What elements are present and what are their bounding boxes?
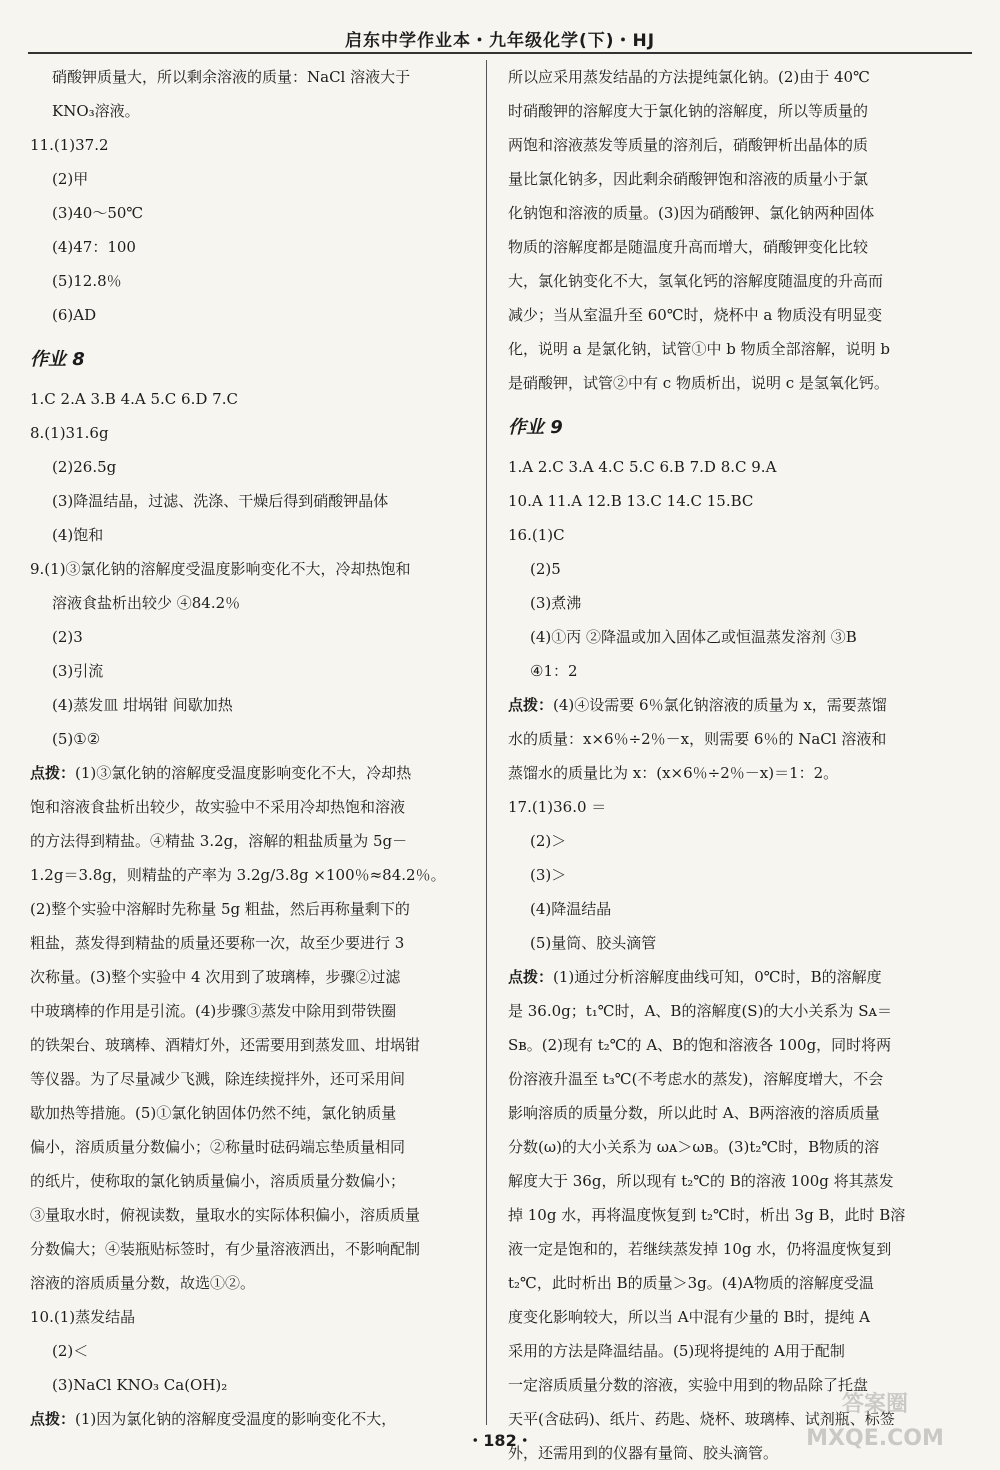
answer-line: 量比氯化钠多，因此剩余硝酸钾饱和溶液的质量小于氯 [508, 170, 869, 188]
answer-line: 度变化影响较大，所以当 A中混有少量的 B时，提纯 A [508, 1308, 870, 1326]
answer-line: 所以应采用蒸发结晶的方法提纯氯化钠。(2)由于 40℃ [508, 68, 870, 86]
answer-line: 化钠饱和溶液的质量。(3)因为硝酸钾、氯化钠两种固体 [508, 204, 875, 222]
answer-line: (3)NaCl KNO₃ Ca(OH)₂ [52, 1376, 228, 1394]
answer-line: (5)①② [52, 730, 101, 748]
answer-line: 等仪器。为了尽量减少飞溅，除连续搅拌外，还可采用间 [30, 1070, 406, 1088]
answer-line: (4)47：100 [52, 238, 136, 256]
answer-line: (3)＞ [530, 866, 567, 884]
answer-line: 偏小，溶质质量分数偏小；②称量时砝码端忘垫质量相同 [30, 1138, 406, 1156]
answer-line: 时硝酸钾的溶解度大于氯化钠的溶解度，所以等质量的 [508, 102, 869, 120]
answer-line: 11.(1)37.2 [30, 136, 109, 154]
book-title: 启东中学作业本・九年级化学(下)・HJ [344, 31, 656, 51]
answer-line: 一定溶质质量分数的溶液，实验中用到的物品除了托盘 [508, 1376, 869, 1394]
column-divider [486, 60, 487, 1425]
answer-line: ③量取水时，俯视读数，量取水的实际体积偏小，溶质质量 [30, 1206, 421, 1224]
answer-line: 10.(1)蒸发结晶 [30, 1308, 136, 1326]
answer-line: 物质的溶解度都是随温度升高而增大，硝酸钾变化比较 [508, 238, 869, 256]
answer-line: (2)＜ [52, 1342, 89, 1360]
answer-line: (5)12.8％ [52, 272, 122, 290]
hint-label: 点拨： [508, 968, 554, 986]
answer-line: 1.2g＝3.8g，则精盐的产率为 3.2g/3.8g ×100％≈84.2％。 [30, 866, 446, 884]
answer-line: (4)①丙 ②降温或加入固体乙或恒温蒸发溶剂 ③B [530, 628, 857, 646]
answer-line: 是 36.0g；t₁℃时，A、B的溶解度(S)的大小关系为 Sᴀ＝ [508, 1002, 892, 1020]
answer-line: 大，氯化钠变化不大，氢氧化钙的溶解度随温度的升高而 [508, 272, 884, 290]
answer-line: 蒸馏水的质量比为 x：(x×6％÷2％－x)＝1：2。 [508, 764, 839, 782]
answer-line: (2)＞ [530, 832, 567, 850]
answer-line: (2)甲 [52, 170, 89, 188]
hint-line: 点拨：(1)③氯化钠的溶解度受温度影响变化不大，冷却热 [30, 764, 412, 782]
answer-line: 影响溶质的质量分数，所以此时 A、B两溶液的溶质质量 [508, 1104, 880, 1122]
answer-line: 是硝酸钾，试管②中有 c 物质析出，说明 c 是氢氧化钙。 [508, 374, 889, 392]
answer-line: 的纸片，使称取的氯化钠质量偏小，溶质质量分数偏小； [30, 1172, 406, 1190]
answer-line: 液一定是饱和的，若继续蒸发掉 10g 水，仍将温度恢复到 [508, 1240, 892, 1258]
answer-line: 采用的方法是降温结晶。(5)现将提纯的 A用于配制 [508, 1342, 845, 1360]
answer-line: (3)40～50℃ [52, 204, 144, 222]
answer-line: (4)降温结晶 [530, 900, 612, 918]
answer-line: 1.C 2.A 3.B 4.A 5.C 6.D 7.C [30, 390, 238, 408]
answer-line: 8.(1)31.6g [30, 424, 109, 442]
section-heading: 作业 8 [30, 349, 85, 370]
hint-label: 点拨： [30, 1410, 76, 1428]
answer-line: 水的质量：x×6％÷2％－x，则需要 6％的 NaCl 溶液和 [508, 730, 887, 748]
answer-line: (5)量筒、胶头滴管 [530, 934, 657, 952]
answer-line: 份溶液升温至 t₃℃(不考虑水的蒸发)，溶解度增大，不会 [508, 1070, 884, 1088]
answer-line: 化，说明 a 是氯化钠，试管①中 b 物质全部溶解，说明 b [508, 340, 890, 358]
section-heading: 作业 9 [508, 417, 563, 438]
answer-line: 次称量。(3)整个实验中 4 次用到了玻璃棒，步骤②过滤 [30, 968, 401, 986]
answer-line: KNO₃溶液。 [52, 102, 140, 120]
answer-line: 9.(1)③氯化钠的溶解度受温度影响变化不大，冷却热饱和 [30, 560, 411, 578]
site-watermark: 答案圈 MXQE.COM [806, 1392, 944, 1451]
answer-line: ④1：2 [530, 662, 578, 680]
answer-line: 溶液的溶质质量分数，故选①②。 [30, 1274, 256, 1292]
answer-line: (2)整个实验中溶解时先称量 5g 粗盐，然后再称量剩下的 [30, 900, 410, 918]
page-header [0, 0, 1000, 58]
answer-line: 两饱和溶液蒸发等质量的溶剂后，硝酸钾析出晶体的质 [508, 136, 869, 154]
answer-line: Sʙ。(2)现有 t₂℃的 A、B的饱和溶液各 100g，同时将两 [508, 1036, 892, 1054]
answer-line: (6)AD [52, 306, 97, 324]
answer-line: 解度大于 36g，所以现有 t₂℃的 B的溶液 100g 将其蒸发 [508, 1172, 894, 1190]
answer-line: 掉 10g 水，再将温度恢复到 t₂℃时，析出 3g B，此时 B溶 [508, 1206, 906, 1224]
answer-line: 16.(1)C [508, 526, 565, 544]
answer-line: (2)5 [530, 560, 561, 578]
answer-line: 溶液食盐析出较少 ④84.2％ [52, 594, 241, 612]
answer-line: (3)煮沸 [530, 594, 582, 612]
hint-line: 点拨：(4)④设需要 6％氯化钠溶液的质量为 x，需要蒸馏 [508, 696, 887, 714]
answer-line: 1.A 2.C 3.A 4.C 5.C 6.B 7.D 8.C 9.A [508, 458, 777, 476]
answer-line: 天平(含砝码)、纸片、药匙、烧杯、玻璃棒、试剂瓶、标签 [508, 1410, 895, 1428]
answer-line: (4)饱和 [52, 526, 104, 544]
answer-line: 硝酸钾质量大，所以剩余溶液的质量：NaCl 溶液大于 [52, 68, 411, 86]
answer-line: (3)降温结晶，过滤、洗涤、干燥后得到硝酸钾晶体 [52, 492, 389, 510]
hint-label: 点拨： [30, 764, 76, 782]
answer-line: t₂℃，此时析出 B的质量＞3g。(4)A物质的溶解度受温 [508, 1274, 874, 1292]
answer-line: 中玻璃棒的作用是引流。(4)步骤③蒸发中除用到带铁圈 [30, 1002, 397, 1020]
answer-line: 粗盐，蒸发得到精盐的质量还要称一次，故至少要进行 3 [30, 934, 405, 952]
answer-line: 17.(1)36.0 ＝ [508, 798, 607, 816]
right-column [508, 60, 944, 1470]
answer-line: 分数(ω)的大小关系为 ωᴀ＞ωʙ。(3)t₂℃时，B物质的溶 [508, 1138, 880, 1156]
answer-line: 歇加热等措施。(5)①氯化钠固体仍然不纯，氯化钠质量 [30, 1104, 397, 1122]
hint-label: 点拨： [508, 696, 554, 714]
answer-line: (2)3 [52, 628, 83, 646]
answer-line: (3)引流 [52, 662, 104, 680]
answer-line: 10.A 11.A 12.B 13.C 14.C 15.BC [508, 492, 754, 510]
answer-line: 分数偏大；④装瓶贴标签时，有少量溶液洒出，不影响配制 [30, 1240, 421, 1258]
hint-line: 点拨：(1)因为氯化钠的溶解度受温度的影响变化不大， [30, 1410, 397, 1428]
answer-line: 减少；当从室温升至 60℃时，烧杯中 a 物质没有明显变 [508, 306, 883, 324]
answer-line: 外，还需用到的仪器有量筒、胶头滴管。 [508, 1444, 779, 1462]
answer-line: (4)蒸发皿 坩埚钳 间歇加热 [52, 696, 233, 714]
answer-line: 的铁架台、玻璃棒、酒精灯外，还需要用到蒸发皿、坩埚钳 [30, 1036, 421, 1054]
answer-line: 饱和溶液食盐析出较少，故实验中不采用冷却热饱和溶液 [30, 798, 406, 816]
page-number: ・182・ [467, 1431, 533, 1450]
answer-line: (2)26.5g [52, 458, 117, 476]
left-column [30, 60, 470, 1436]
answer-line: 的方法得到精盐。④精盐 3.2g，溶解的粗盐质量为 5g－ [30, 832, 408, 850]
hint-line: 点拨：(1)通过分析溶解度曲线可知，0℃时，B的溶解度 [508, 968, 882, 986]
header-rule [28, 52, 972, 54]
